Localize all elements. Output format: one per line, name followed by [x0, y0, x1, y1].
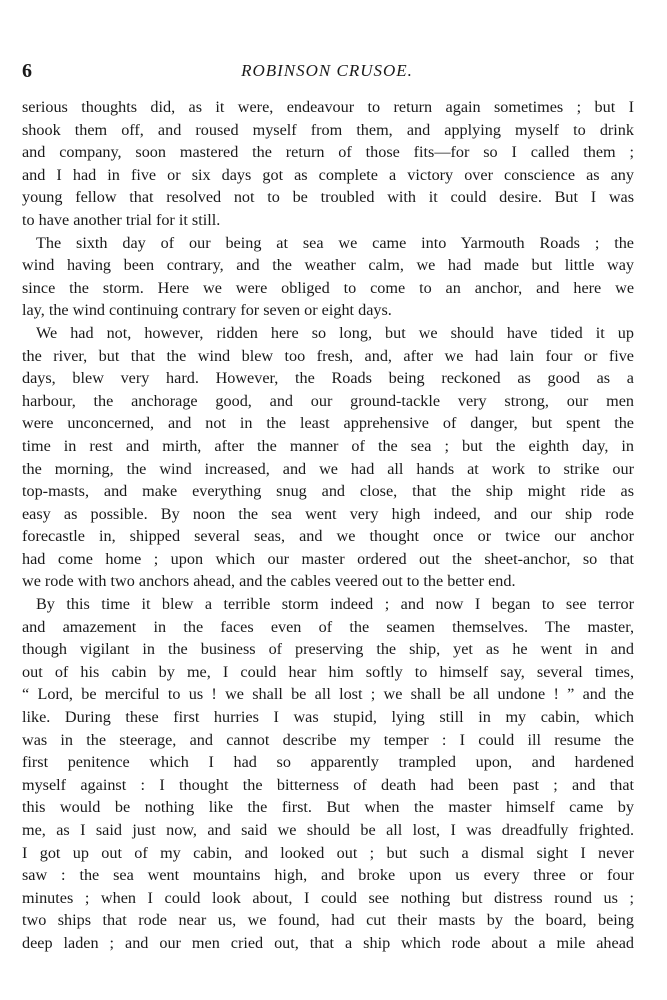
text-line: since the storm. Here we were obliged to come to an anchor, and here we: [22, 278, 634, 297]
text-line: wind having been contrary, and the weather calm, we had made but little way: [22, 256, 634, 275]
page-number: 6: [22, 60, 32, 82]
text-line: two ships that rode near us, we found, had cut their masts by the board, being: [22, 911, 634, 930]
text-line: shook them off, and roused myself from them, and applying myself to drink: [22, 120, 634, 139]
text-line: deep laden ; and our men cried out, that a ship which rode about a mile ahead: [22, 933, 634, 952]
text-line: was in the steerage, and cannot describe my temper : I could ill resume the: [22, 730, 634, 749]
text-line: first penitence which I had so apparently trampled upon, and hardened: [22, 753, 634, 772]
text-line: serious thoughts did, as it were, endeavour to return again sometimes ; but I: [22, 98, 634, 116]
text-line: out of his cabin by me, I could hear him softly to himself say, several times,: [22, 662, 634, 681]
text-line: We had not, however, ridden here so long, but we should have tided it up: [36, 323, 634, 342]
text-line: young fellow that resolved not to be troubled with it could desire. But I was: [22, 188, 634, 207]
text-line: the morning, the wind increased, and we had all hands at work to strike our: [22, 459, 634, 478]
text-line: though vigilant in the business of preserving the ship, yet as he went in and: [22, 640, 634, 659]
text-line: like. During these first hurries I was stupid, lying still in my cabin, which: [22, 708, 634, 727]
text-line: minutes ; when I could look about, I could see nothing but distress round us ;: [22, 888, 634, 907]
text-line: and I had in five or six days got as complete a victory over conscience as any: [22, 165, 634, 184]
text-line: me, as I said just now, and said we should be all lost, I was dreadfully frighted.: [22, 821, 634, 839]
text-line: we rode with two anchors ahead, and the cables veered out to the better end.: [22, 572, 516, 591]
text-line: the river, but that the wind blew too fresh, and, after we had lain four or five: [22, 346, 634, 365]
text-line: “ Lord, be merciful to us ! we shall be all lost ; we shall be all undone ! ” and the: [22, 685, 634, 704]
text-line: harbour, the anchorage good, and our ground-tackle very strong, our men: [22, 391, 634, 410]
text-line: lay, the wind continuing contrary for seven or eight days.: [22, 301, 392, 320]
text-line: days, blew very hard. However, the Roads being reckoned as good as a: [22, 369, 634, 388]
text-line: and company, soon mastered the return of those fits—for so I called them ;: [22, 143, 634, 162]
body-text: [22, 96, 634, 955]
text-line: forecastle in, shipped several seas, and we thought once or twice our anchor: [22, 527, 634, 546]
text-line: time in rest and mirth, after the manner of the sea ; but the eighth day, in: [22, 436, 634, 455]
page-header: [22, 60, 632, 86]
running-head: ROBINSON CRUSOE.: [241, 61, 413, 80]
text-line: I got up out of my cabin, and looked out ; but such a dismal sight I never: [22, 843, 634, 862]
text-line: this would be nothing like the first. But when the master himself came by: [22, 798, 634, 817]
text-line: had come home ; upon which our master ordered out the sheet-anchor, so that: [22, 549, 634, 568]
text-line: The sixth day of our being at sea we came into Yarmouth Roads ; the: [36, 233, 634, 252]
text-line: easy as possible. By noon the sea went very high indeed, and our ship rode: [22, 504, 634, 523]
text-line: myself against : I thought the bitterness of death had been past ; and that: [22, 775, 634, 794]
text-line: saw : the sea went mountains high, and broke upon us every three or four: [22, 866, 634, 885]
text-line: and amazement in the faces even of the seamen themselves. The master,: [22, 617, 634, 636]
text-line: top-masts, and make everything snug and close, that the ship might ride as: [22, 482, 634, 501]
text-line: to have another trial for it still.: [22, 210, 221, 229]
text-line: By this time it blew a terrible storm indeed ; and now I began to see terror: [36, 595, 634, 614]
text-line: were unconcerned, and not in the least apprehensive of danger, but spent the: [22, 414, 634, 433]
